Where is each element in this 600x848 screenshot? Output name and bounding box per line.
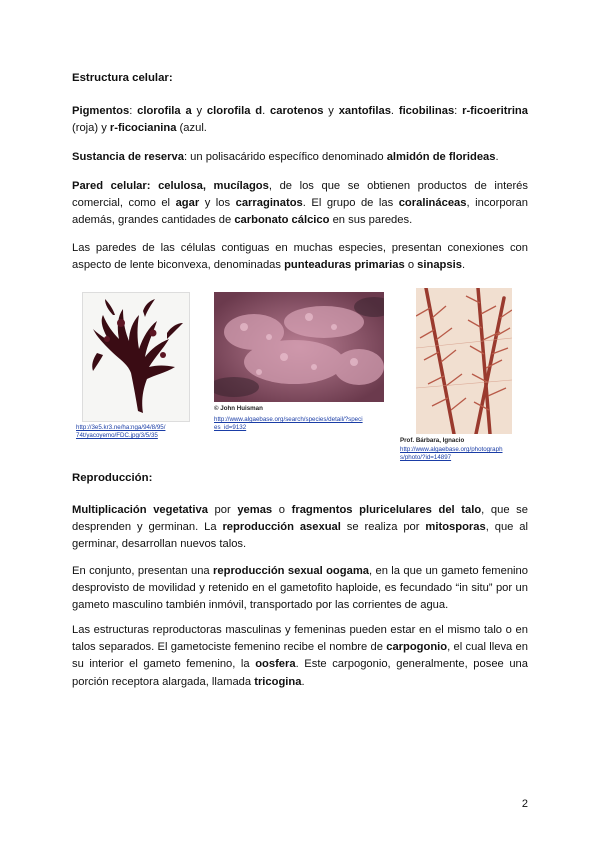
text: o: [272, 504, 292, 516]
link-line[interactable]: es_id=9132: [214, 424, 247, 431]
text: (azul.: [176, 122, 207, 135]
text: y: [191, 105, 207, 117]
term-pigmentos: Pigmentos: [72, 105, 130, 117]
term-carotenos: carotenos: [270, 105, 324, 117]
text: (roja) y: [72, 122, 110, 135]
text: por: [207, 504, 238, 516]
paragraph-reserva: [72, 149, 528, 166]
term-xantofilas: xantofilas: [338, 105, 391, 117]
figure-2-link[interactable]: [214, 416, 394, 432]
term-r-ficoeritrina: r-ficoeritrina: [462, 105, 528, 117]
term-carraginatos: carraginatos: [235, 197, 303, 210]
term-oogama: reproducción sexual oogama: [213, 565, 369, 577]
term-agar: agar: [175, 197, 200, 210]
term-ficobilinas: ficobilinas: [398, 105, 455, 117]
term-tricogina: tricogina: [254, 675, 302, 688]
text: . El grupo de las: [302, 197, 399, 210]
figure-microscope-photo: [416, 288, 512, 434]
figure-2-caption: [214, 405, 394, 432]
paragraph-estructuras: [72, 622, 528, 691]
paragraph-paredes: [72, 240, 528, 274]
paragraph-multiplicacion: [72, 502, 528, 554]
term-oosfera: oosfera: [255, 658, 296, 671]
coralline-algae-illustration: [214, 292, 384, 402]
text: , que al germinar, desarrollan nuevos talos.: [72, 521, 528, 551]
term-almidon: almidón de florideas: [386, 151, 496, 163]
term-yemas: yemas: [237, 504, 273, 516]
figure-1-link[interactable]: [76, 424, 206, 440]
term-pared-celular: Pared celular: celulosa, mucílagos: [72, 180, 269, 192]
heading-reproduccion: Reproducción:: [72, 472, 153, 484]
figure-3-link[interactable]: [400, 446, 530, 462]
term-multiplicacion: Multiplicación vegetativa: [72, 504, 208, 516]
link-line[interactable]: s/photo/?id=14897: [400, 454, 452, 461]
term-mitosporas: mitosporas: [425, 521, 486, 534]
term-r-ficocianina: r-ficocianina: [109, 122, 177, 135]
term-coralinaceas: coralináceas: [398, 197, 467, 210]
figure-coralline-photo: [214, 292, 384, 402]
link-line[interactable]: http://www.algaebase.org/photograph: [400, 446, 503, 453]
seaweed-dark-illustration: [83, 293, 189, 421]
term-fragmentos: fragmentos pluricelulares del talo: [291, 504, 482, 516]
link-line[interactable]: 74t/yacoyemo/FDC.jpg/3/5/35: [76, 432, 158, 439]
link-line[interactable]: http://www.algaebase.org/search/species/detail/?speci: [214, 416, 363, 423]
paragraph-pigmentos: [72, 103, 528, 137]
text: .: [301, 675, 305, 688]
text: Las estructuras reproductoras masculinas y femeninas pueden estar en el mismo talo o en talos separados. El gametociste femenino recibe el nombre de: [72, 624, 528, 654]
term-sustancia-reserva: Sustancia de reserva: [72, 151, 184, 163]
figure-seaweed-photo-1: [82, 292, 190, 422]
paragraph-pared-celular: [72, 178, 528, 230]
term-sinapsis: sinapsis: [417, 259, 462, 272]
text: , el cual lleva en su interior el gameto femenino, la: [72, 641, 528, 671]
term-asexual: reproducción asexual: [222, 521, 341, 534]
text: .: [461, 259, 466, 272]
text: Las paredes de las células contiguas en muchas especies, presentan conexiones con aspecto de lente biconvexa, denominadas: [72, 242, 528, 272]
heading-estructura-celular: Estructura celular:: [72, 72, 173, 84]
text: , que se desprenden y germinan. La: [72, 504, 528, 534]
link-line[interactable]: http://3e5.kr3.ne/ha:nga/94/8/95/: [76, 424, 166, 431]
text: , de los que se obtienen productos de interés comercial, como el: [72, 180, 528, 210]
text: .: [495, 151, 499, 163]
text: y: [323, 105, 339, 117]
figure-3-caption: [400, 437, 530, 462]
figure-3-credit: Prof. Bárbara, Ignacio: [400, 437, 465, 444]
term-carbonato: carbonato cálcico: [234, 214, 330, 227]
term-clorofila-d: clorofila d: [206, 105, 263, 117]
text: .: [262, 105, 270, 117]
text: En conjunto, presentan una: [72, 565, 214, 577]
paragraph-sexual: [72, 563, 528, 615]
term-clorofila-a: clorofila a: [137, 105, 192, 117]
text: : un polisacárido específico denominado: [183, 151, 387, 163]
filament-microscope-illustration: [416, 288, 512, 434]
figure-2-credit: © John Huisman: [214, 405, 263, 412]
text: se realiza por: [340, 521, 426, 534]
term-punteaduras: punteaduras primarias: [284, 259, 405, 272]
text: :: [129, 105, 138, 117]
text: , en la que un gameto femenino desprovisto de movilidad y retenido en el gametofito haploide, es fecundado “in situ” por un gameto masculino también inmóvil, transportado por las corrientes de agua.: [72, 565, 528, 612]
page-number: 2: [521, 798, 528, 810]
text: . Este carpogonio, generalmente, posee una porción receptora alargada, llamada: [72, 658, 528, 688]
text: :: [454, 105, 463, 117]
text: .: [390, 105, 399, 117]
text: o: [404, 259, 418, 272]
text: en sus paredes.: [329, 214, 413, 227]
term-carpogonio: carpogonio: [386, 641, 448, 654]
text: , incorporan además, grandes cantidades de: [72, 197, 528, 227]
text: y los: [199, 197, 236, 210]
